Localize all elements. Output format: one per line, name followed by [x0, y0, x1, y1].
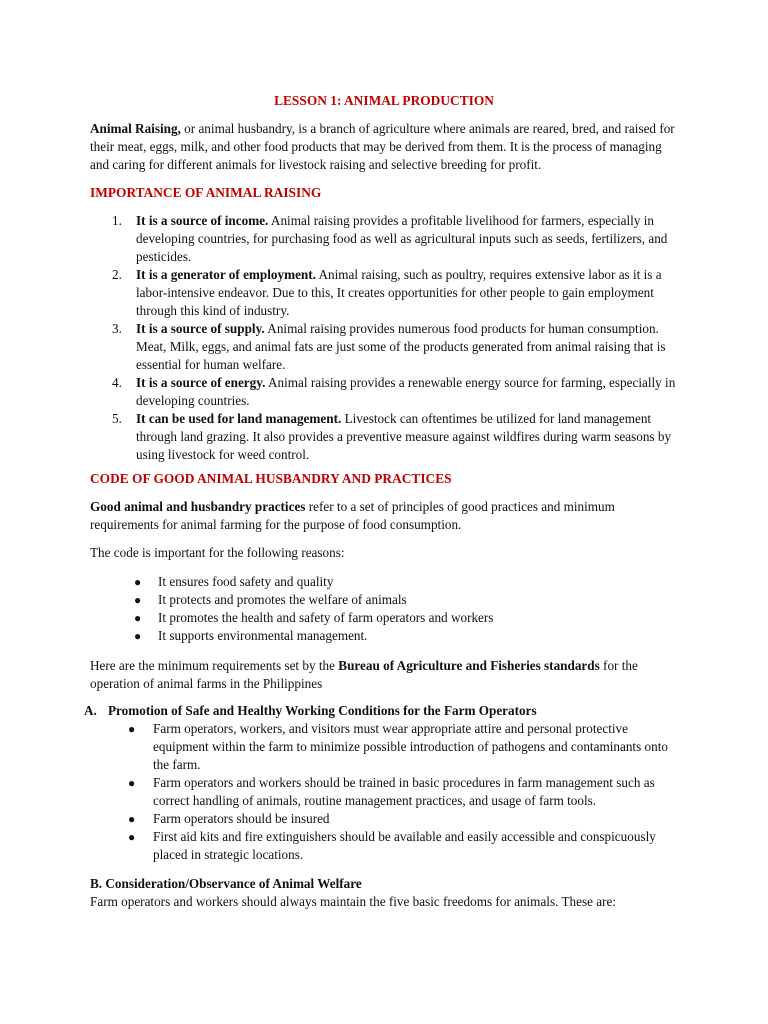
- list-item-text: Farm operators should be insured: [153, 811, 330, 826]
- bureau-name: Bureau of Agriculture and Fisheries standards: [338, 658, 600, 673]
- bullet-icon: ●: [128, 812, 136, 826]
- section-b-text: Farm operators and workers should always maintain the five basic freedoms for animals. These are:: [90, 894, 616, 909]
- bullet-icon: ●: [134, 593, 142, 607]
- section-a-heading: [84, 702, 684, 720]
- bullet-icon: ●: [134, 611, 142, 625]
- list-item-text: First aid kits and fire extinguishers should be available and easily accessible and conspicuously placed in strategic locations.: [153, 829, 656, 862]
- list-item-text: It ensures food safety and quality: [158, 574, 334, 589]
- importance-heading: IMPORTANCE OF ANIMAL RAISING: [90, 185, 322, 200]
- list-item: [90, 320, 680, 374]
- bullet-icon: ●: [128, 776, 136, 790]
- list-number: 2.: [112, 267, 122, 282]
- list-item: [90, 627, 680, 645]
- requirements-text-pre: Here are the minimum requirements set by the: [90, 658, 339, 673]
- reasons-list: [90, 573, 680, 645]
- list-item: [90, 212, 680, 266]
- section-a-title: Promotion of Safe and Healthy Working Conditions for the Farm Operators: [108, 703, 537, 718]
- requirements-paragraph: [90, 657, 680, 693]
- bullet-icon: ●: [134, 575, 142, 589]
- list-item: [90, 810, 684, 828]
- section-b-heading: B. Consideration/Observance of Animal Welfare: [90, 876, 362, 891]
- section-a-label: A.: [84, 703, 97, 718]
- importance-list: [90, 212, 680, 464]
- list-item-text: Animal raising provides a profitable livelihood for farmers, especially in developing countries, for purchasing food as well as agricultural inputs such as seeds, fertilizers, and pesticides.: [136, 213, 668, 264]
- list-item-text: Animal raising, such as poultry, requires extensive labor as it is a labor-intensive endeavor. Due to this, It creates opportunities for other people to gain employment through this kind of industry.: [136, 267, 662, 318]
- list-item-lead: It is a source of supply.: [136, 321, 265, 336]
- list-item-text: It protects and promotes the welfare of animals: [158, 592, 407, 607]
- intro-paragraph: [90, 120, 680, 174]
- list-item-text: It supports environmental management.: [158, 628, 368, 643]
- list-item-text: Livestock can oftentimes be utilized for land management through land grazing. It also provides a preventive measure against wildfires during warm seasons by using livestock for weed control.: [136, 411, 672, 462]
- list-item-lead: It is a generator of employment.: [136, 267, 316, 282]
- section-a-list: [90, 720, 684, 864]
- list-item: [90, 828, 684, 864]
- list-item-text: It promotes the health and safety of farm operators and workers: [158, 610, 494, 625]
- list-item: [90, 410, 680, 464]
- intro-term: Animal Raising,: [90, 121, 181, 136]
- bullet-icon: ●: [134, 629, 142, 643]
- definition-term: Good animal and husbandry practices: [90, 499, 306, 514]
- list-item: [90, 591, 680, 609]
- list-item-text: Animal raising provides a renewable energy source for farming, especially in developing countries.: [136, 375, 676, 408]
- intro-text: or animal husbandry, is a branch of agriculture where animals are reared, bred, and raised for their meat, eggs, milk, and other food products that may be derived from them. It is the process of managing and caring for different animals for livestock raising and selective breeding for profit.: [90, 121, 675, 172]
- list-item: [90, 266, 680, 320]
- bullet-icon: ●: [128, 830, 136, 844]
- reasons-intro: The code is important for the following reasons:: [90, 545, 345, 560]
- list-item-lead: It is a source of income.: [136, 213, 269, 228]
- list-number: 3.: [112, 321, 122, 336]
- list-item: [90, 774, 684, 810]
- list-item: [90, 374, 680, 410]
- list-item-lead: It can be used for land management.: [136, 411, 342, 426]
- list-item: [90, 609, 680, 627]
- definition-text: refer to a set of principles of good practices and minimum requirements for animal farming for the purpose of food consumption.: [90, 499, 615, 532]
- list-item-text: Animal raising provides numerous food products for human consumption. Meat, Milk, eggs, and animal fats are just some of the products generated from animal raising that is essential for human welfare.: [136, 321, 666, 372]
- list-item: [90, 573, 680, 591]
- list-item-text: Farm operators, workers, and visitors must wear appropriate attire and personal protective equipment within the farm to minimize possible introduction of pathogens and contaminants onto the farm.: [153, 721, 668, 772]
- list-number: 1.: [112, 213, 122, 228]
- list-number: 4.: [112, 375, 122, 390]
- code-heading: CODE OF GOOD ANIMAL HUSBANDRY AND PRACTICES: [90, 471, 452, 486]
- list-item-text: Farm operators and workers should be trained in basic procedures in farm management such as correct handling of animals, routine management practices, and usage of farm tools.: [153, 775, 655, 808]
- list-item-lead: It is a source of energy.: [136, 375, 266, 390]
- bullet-icon: ●: [128, 722, 136, 736]
- page-title: LESSON 1: ANIMAL PRODUCTION: [274, 93, 494, 108]
- code-definition: [90, 498, 680, 534]
- requirements-text-post: for the operation of animal farms in the Philippines: [90, 658, 638, 691]
- list-item: [90, 720, 684, 774]
- list-number: 5.: [112, 411, 122, 426]
